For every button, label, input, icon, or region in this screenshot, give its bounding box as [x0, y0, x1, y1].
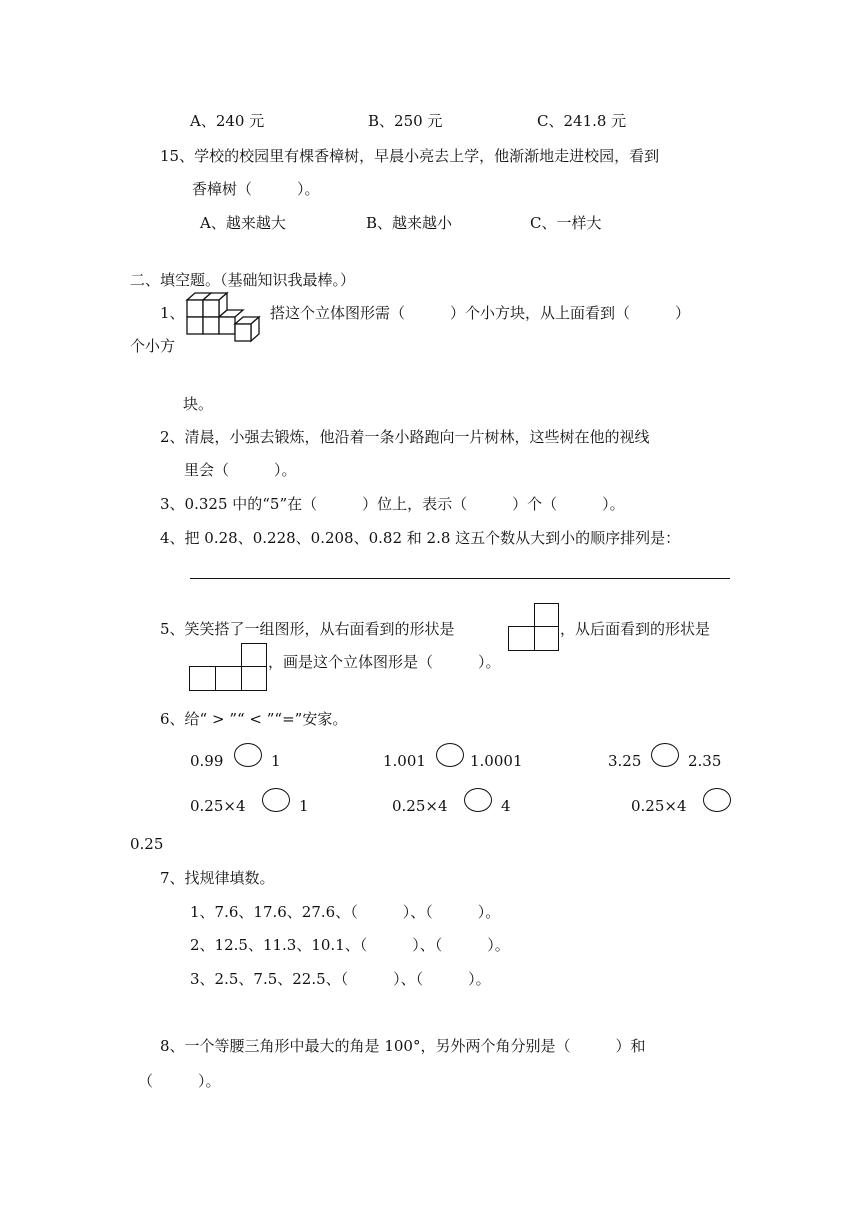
right-view-shape [508, 603, 560, 651]
fill6-heading: 6、给“ > ”“ < ”“=”安家。 [160, 710, 348, 728]
section-heading: 二、填空题。（基础知识我最棒。） [130, 271, 356, 289]
fill1-line2: 个小方 [130, 337, 176, 355]
pattern-item: 2、12.5、11.3、10.1、（ ）、（ ）。 [190, 936, 510, 954]
fill5-text2: ，从后面看到的形状是 [560, 620, 711, 638]
pattern-item: 1、7.6、17.6、27.6、（ ）、（ ）。 [190, 903, 501, 921]
cube-stack-figure [181, 290, 267, 346]
q15-line1: 15、学校的校园里有棵香樟树，早晨小亮去上学，他渐渐地走进校园，看到 [160, 147, 660, 165]
compare-circle[interactable] [262, 788, 290, 812]
q14-option-a: A、240 元 [190, 112, 265, 130]
fill1-line3: 块。 [183, 395, 214, 413]
compare-left: 0.25×4 [392, 797, 448, 815]
compare-right: 2.35 [688, 752, 722, 770]
q15-option-c: C、一样大 [530, 214, 602, 232]
fill4-text: 4、把 0.28、0.228、0.208、0.82 和 2.8 这五个数从大到小的顺序排列是： [160, 529, 681, 547]
q14-option-c: C、241.8 元 [537, 112, 627, 130]
compare-left: 0.25×4 [631, 797, 687, 815]
fill1-text: 搭这个立体图形需（ ）个小方块，从上面看到（ ） [270, 304, 691, 322]
compare-right: 0.25 [130, 835, 164, 853]
compare-circle[interactable] [464, 788, 492, 812]
fill2-line1: 2、清晨，小强去锻炼，他沿着一条小路跑向一片树林，这些树在他的视线 [160, 428, 650, 446]
back-view-shape [189, 643, 267, 691]
q15-option-b: B、越来越小 [366, 214, 453, 232]
compare-right: 1 [271, 752, 281, 770]
fill1-number: 1、 [160, 304, 185, 322]
fill5-text3: ，画是这个立体图形是（ ）。 [268, 653, 501, 671]
compare-right: 1.0001 [470, 752, 523, 770]
q15-line2: 香樟树（ ）。 [192, 180, 320, 198]
compare-left: 0.25×4 [190, 797, 246, 815]
answer-line [190, 578, 730, 579]
compare-circle[interactable] [234, 743, 262, 767]
compare-left: 0.99 [190, 752, 224, 770]
fill8-line1: 8、一个等腰三角形中最大的角是 100°，另外两个角分别是（ ）和 [160, 1037, 646, 1055]
compare-circle[interactable] [703, 788, 731, 812]
compare-right: 4 [501, 797, 511, 815]
fill7-heading: 7、找规律填数。 [160, 869, 275, 887]
q15-option-a: A、越来越大 [200, 214, 286, 232]
q14-option-b: B、250 元 [368, 112, 443, 130]
fill5-text1: 5、笑笑搭了一组图形，从右面看到的形状是 [160, 620, 455, 638]
compare-left: 1.001 [383, 752, 426, 770]
compare-circle[interactable] [651, 743, 679, 767]
pattern-item: 3、2.5、7.5、22.5、（ ）、（ ）。 [190, 970, 491, 988]
fill8-line2: （ ）。 [138, 1072, 221, 1090]
compare-right: 1 [299, 797, 309, 815]
fill3-text: 3、0.325 中的“5”在（ ）位上，表示（ ）个（ ）。 [160, 495, 625, 513]
compare-left: 3.25 [608, 752, 642, 770]
fill2-line2: 里会（ ）。 [184, 461, 297, 479]
compare-circle[interactable] [436, 743, 464, 767]
